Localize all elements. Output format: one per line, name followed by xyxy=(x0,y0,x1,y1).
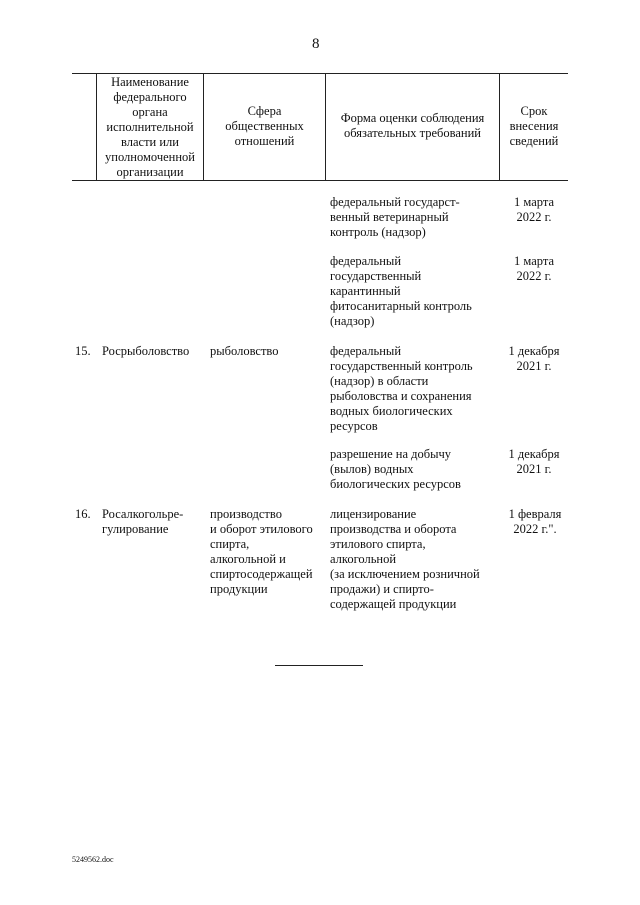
row-organ: Росрыболовство xyxy=(102,344,190,358)
row-deadline: 1 февраля 2022 г.". xyxy=(508,507,562,536)
row-number: 15. xyxy=(75,344,91,358)
row-sphere: производство и оборот этилового спирта, алкогольной и спиртосодержащей продукции xyxy=(210,507,313,596)
header-bottom-border xyxy=(72,180,568,181)
page-number: 8 xyxy=(312,36,320,52)
footer-filename: 5249562.doc xyxy=(72,855,114,864)
row-form: разрешение на добычу (вылов) водных биологических ресурсов xyxy=(330,447,461,491)
header-organ: Наименование федерального органа исполнительной власти или уполномоченной организации xyxy=(105,75,195,179)
row-form: федеральный государственный карантинный фитосанитарный контроль (надзор) xyxy=(330,254,472,328)
row-form: лицензирование производства и оборота этилового спирта, алкогольной (за исключением розничной продажи) и спирто- содержащей продукции xyxy=(330,507,480,611)
row-deadline: 1 декабря 2021 г. xyxy=(508,447,560,476)
row-organ: Росалкогольре- гулирование xyxy=(102,507,184,536)
row-form: федеральный государственный контроль (надзор) в области рыболовства и сохранения водных биологических ресурсов xyxy=(330,344,473,433)
header-form: Форма оценки соблюдения обязательных требований xyxy=(340,111,485,140)
row-deadline: 1 марта 2022 г. xyxy=(514,254,554,283)
row-deadline: 1 декабря 2021 г. xyxy=(508,344,560,373)
end-divider xyxy=(275,665,363,666)
header-deadline: Срок внесения сведений xyxy=(509,104,559,148)
row-deadline: 1 марта 2022 г. xyxy=(514,195,554,224)
header-sphere: Сфера общественных отношений xyxy=(225,104,304,148)
row-sphere: рыболовство xyxy=(210,344,279,358)
row-number: 16. xyxy=(75,507,91,521)
table-top-border xyxy=(72,73,568,74)
row-form: федеральный государст- венный ветеринарный контроль (надзор) xyxy=(330,195,460,239)
